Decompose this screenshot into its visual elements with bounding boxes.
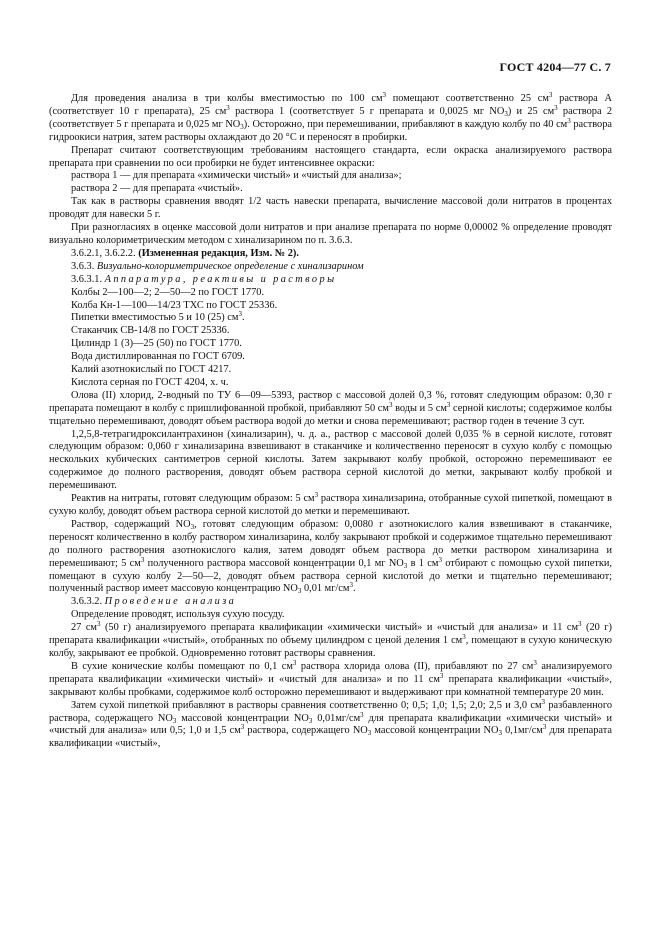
section-heading [49,596,612,609]
paragraph: раствора 1 — для препарата «химически чистый» и «чистый для анализа»; [71,170,402,182]
amendment-note [49,248,612,261]
section-title: Аппаратура, реактивы и растворы [104,273,337,285]
equipment-item: Колба Кн-1—100—14/23 ТХС по ГОСТ 25336. [71,299,278,311]
equipment-item: Кислота серная по ГОСТ 4204, х. ч. [71,376,229,388]
paragraph: Препарат считают соответствующим требованиям настоящего стандарта, если окраска анализируемого раствора препарата при сравнении по оси пробирки не будет интенсивнее окраски: [49,144,612,169]
paragraph: 27 $см^3$ (50 г) анализируемого препарата квалификации «химически чистый» и «чистый для анализа» и 11 $см^3$ (20 г) препарата квалификации «чистый», отобранных по объему цилиндром с ценой деления 1 $см^3$, помещают в сухую коническую колбу, закрывают ее пробкой. Одновременно готовят растворы сравнения. [49,620,612,659]
paragraph: Реактив на нитраты, готовят следующим образом: 5 $см^3$ раствора хинализарина, отобранные сухой пипеткой, помещают в сухую колбу, доводят объем раствора серной кислотой до метки и перемешивают. [49,491,612,517]
paragraph: 1,2,5,8-тетрагидроксилантрахинон (хинализарин), ч. д. а., раствор с массовой долей 0,035 % в серной кислоте, готовят следующим образом: 0,060 г хинализарина взвешивают в стаканчике и количественно переносят в сухую колбу с помощью нескольких кубических сантиметров серной кислоты. Затем закрывают колбу пробкой, осторожно перемешивают ее содержимое до полного растворения, доводят объем раствора серной кислотой до метки, закрывают колбу пробкой и перемешивают. [49,428,612,492]
section-heading [49,261,612,274]
equipment-item: Цилиндр 1 (3)—25 (50) по ГОСТ 1770. [71,338,242,350]
section-number: 3.6.3. [71,260,95,272]
paragraph: раствора 2 — для препарата «чистый». [71,183,243,195]
document-body [49,93,612,751]
page-header: ГОСТ 4204—77 С. 7 [499,60,611,74]
equipment-item: Колбы 2—100—2; 2—50—2 по ГОСТ 1770. [71,286,265,298]
equipment-item: Калий азотнокислый по ГОСТ 4217. [71,364,232,376]
section-number: 3.6.3.2. [71,596,103,608]
amendment-label: (Измененная редакция, Изм. № 2). [138,247,299,259]
equipment-item: Стаканчик СВ-14/8 по ГОСТ 25336. [71,325,230,337]
paragraph: В сухие конические колбы помещают по 0,1 $см^3$ раствора хлорида олова (II), прибавляют по 27 $см^3$ анализируемого препарата квалификации «химически чистый» и «чистый для анализа» и по 11 $см^3$ препарата квалификации «чистый», закрывают колбы пробками, содержимое колб осторожно перемешивают и выдерживают при комнатной температуре 20 мин. [49,658,613,698]
equipment-item: Пипетки вместимостью 5 и 10 (25) $см^3$. [71,310,245,324]
paragraph: При разногласиях в оценке массовой доли нитратов и при анализе препарата по норме 0,00002 % определение проводят визуально колориметрическим методом с хинализарином по п. 3.6.3. [49,222,612,246]
paragraph: Для проведения анализа в три колбы вместимостью по 100 $см^3$ помещают соответственно 25 $см^3$ раствора А (соответствует 10 г препарата), 25 $см^3$ раствора 1 (соответствует 5 г препарата и 0,0025 мг $NO_3$) и 25 $см^3$ раствора 2 (соответствует 5 г препарата и 0,025 мг $NO_3$). Осторожно, при перемешивании, прибавляют в каждую колбу по 40 $см^3$ раствора гидроокиси натрия, затем растворы охлаждают до 20 °С и переносят в пробирки. [49,91,613,143]
paragraph: Раствор, содержащий $NO_3$, готовят следующим образом: 0,0080 г азотнокислого калия взвешивают в стаканчике, переносят количественно в колбу раствором хинализарина, колбу закрывают пробкой и содержимое тщательно перемешивают до полного растворения азотнокислого калия, затем доводят объем раствора до метки раствором хинализарина и перемешивают; 5 $см^3$ полученного раствора массовой концентрации 0,1 мг $NO_3$ в 1 $см^3$ отбирают с помощью сухой пипетки, помещают в сухую колбу 2—50—2, доводят объем раствора серной кислотой до метки и тщательно перемешивают; полученный раствор имеет массовую концентрацию $NO_3$ 0,01 $мг/см^3$. [49,518,612,596]
equipment-item: Вода дистиллированная по ГОСТ 6709. [71,351,245,363]
section-number: 3.6.2.1, 3.6.2.2. [71,247,136,259]
paragraph: Определение проводят, используя сухую посуду. [71,609,285,621]
section-title: Визуально-колориметрическое определение с хинализарином [96,260,364,272]
section-number: 3.6.3.1. [71,273,103,285]
paragraph: Олова (II) хлорид, 2-водный по ТУ 6—09—5393, раствор с массовой долей 0,3 %, готовят следующим образом: 0,30 г препарата помещают в колбу с пришлифованной пробкой, прибавляют 50 $см^3$ воды и 5 $см^3$ серной кислоты; содержимое колбы тщательно перемешивают, доводят объем раствора водой до метки и снова перемешивают; раствор годен в течение 3 сут. [49,389,612,427]
paragraph: Затем сухой пипеткой прибавляют в растворы сравнения соответственно 0; 0,5; 1,0; 1,5; 2,0; 2,5 и 3,0 $см^3$ разбавленного раствора, содержащего $NO_3$ массовой концентрации $NO_3$ $0,01мг/см^3$ для препарата квалификации «химически чистый» и «чистый для анализа» или 0,5; 1,0 и 1,5 $см^3$ раствора, содержащего $NO_3$ массовой концентрации $NO_3$ $0,1мг/см^3$ для препарата квалификации «чистый», [49,697,612,750]
section-heading [49,274,612,287]
paragraph: Так как в растворы сравнения вводят 1/2 часть навески препарата, вычисление массовой доли нитратов в процентах проводят для навески 5 г. [49,196,612,221]
section-title: Проведение анализа [104,596,237,608]
